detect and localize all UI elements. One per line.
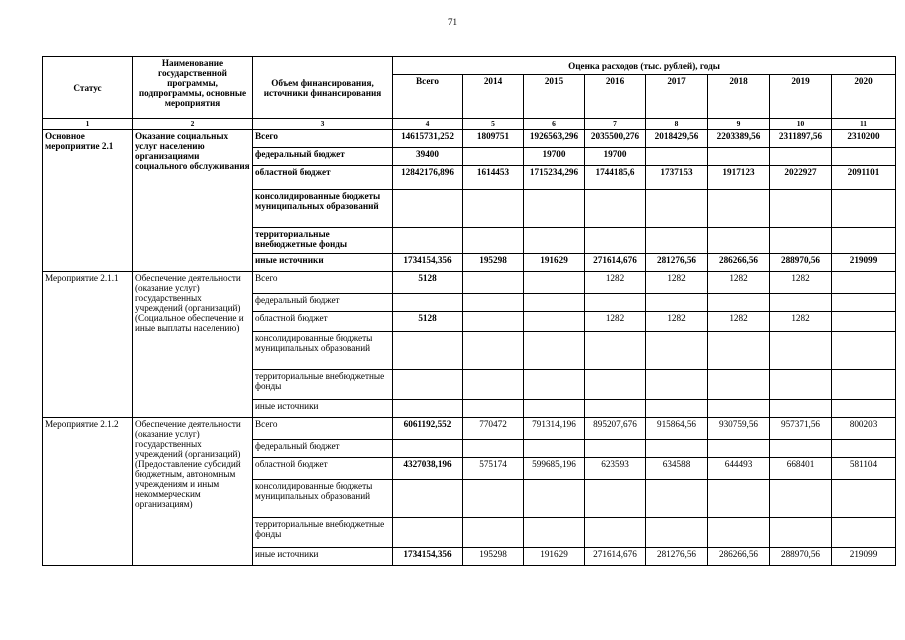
row-year-value: 800203 [832,418,896,440]
row-year-value [708,294,770,312]
row-year-value [708,148,770,166]
column-number: 3 [253,119,393,130]
row-year-value [708,400,770,418]
row-year-value [708,370,770,400]
row-year-value: 195298 [463,254,524,272]
column-number: 10 [770,119,832,130]
row-year-value [646,370,708,400]
row-year-value: 791314,196 [524,418,585,440]
row-year-value [524,518,585,548]
row-year-value: 1614453 [463,166,524,190]
row-year-value: 281276,56 [646,254,708,272]
row-year-value [708,518,770,548]
column-number: 4 [393,119,463,130]
row-year-value [708,190,770,228]
row-year-value [585,400,646,418]
row-year-value [463,400,524,418]
row-year-value [770,332,832,370]
row-total-value [393,518,463,548]
row-year-value [770,294,832,312]
row-year-value [770,440,832,458]
row-total-value: 5128 [393,272,463,294]
row-year-value [585,228,646,254]
header-financing: Объем финансирования, источники финансирования [253,57,393,119]
row-status: Основное мероприятие 2.1 [43,130,133,272]
header-year: 2018 [708,75,770,119]
row-year-value [646,148,708,166]
row-year-value [524,332,585,370]
row-year-value [832,272,896,294]
row-financing-source: консолидированные бюджеты муниципальных образований [253,190,393,228]
row-year-value [524,294,585,312]
row-year-value: 2203389,56 [708,130,770,148]
row-year-value [832,332,896,370]
row-year-value: 1809751 [463,130,524,148]
row-year-value [708,228,770,254]
row-year-value: 1744185,6 [585,166,646,190]
row-status: Мероприятие 2.1.2 [43,418,133,566]
row-year-value: 1926563,296 [524,130,585,148]
table-row [43,272,896,294]
header-year: 2015 [524,75,585,119]
row-year-value [646,190,708,228]
row-year-value: 271614,676 [585,548,646,566]
row-financing-source: областной бюджет [253,312,393,332]
row-total-value [393,400,463,418]
row-year-value: 1917123 [708,166,770,190]
header-status: Статус [43,57,133,119]
row-program-name: Обеспечение деятельности (оказание услуг) государственных учреждений (организаций) (Социальное обеспечение и иные выплаты населению) [133,272,253,418]
row-year-value [463,190,524,228]
row-year-value [463,148,524,166]
row-year-value: 599685,196 [524,458,585,480]
row-year-value [463,294,524,312]
column-number: 11 [832,119,896,130]
row-year-value [463,312,524,332]
row-year-value: 191629 [524,254,585,272]
row-year-value: 1282 [585,272,646,294]
row-status: Мероприятие 2.1.1 [43,272,133,418]
row-year-value [646,332,708,370]
row-year-value [585,294,646,312]
row-financing-source: иные источники [253,400,393,418]
row-year-value: 1282 [770,272,832,294]
row-year-value: 191629 [524,548,585,566]
row-year-value: 957371,56 [770,418,832,440]
row-year-value: 19700 [524,148,585,166]
row-total-value: 12842176,896 [393,166,463,190]
row-total-value [393,480,463,518]
row-total-value: 6061192,552 [393,418,463,440]
row-year-value: 281276,56 [646,548,708,566]
column-number: 1 [43,119,133,130]
row-program-name: Оказание социальных услуг населению организациями социального обслуживания [133,130,253,272]
row-total-value: 14615731,252 [393,130,463,148]
row-year-value: 2022927 [770,166,832,190]
row-year-value [832,228,896,254]
row-year-value: 195298 [463,548,524,566]
row-year-value [646,400,708,418]
row-year-value [585,370,646,400]
row-year-value [463,272,524,294]
row-year-value: 930759,56 [708,418,770,440]
row-year-value [770,518,832,548]
row-financing-source: Всего [253,418,393,440]
row-year-value: 271614,676 [585,254,646,272]
row-total-value: 39400 [393,148,463,166]
row-total-value: 5128 [393,312,463,332]
row-year-value [585,480,646,518]
row-year-value: 575174 [463,458,524,480]
header-row-top [43,57,896,75]
row-year-value [646,440,708,458]
row-year-value: 1282 [646,272,708,294]
column-number: 2 [133,119,253,130]
row-year-value [770,190,832,228]
row-year-value [770,370,832,400]
row-year-value: 286266,56 [708,548,770,566]
row-year-value: 2018429,56 [646,130,708,148]
header-year: 2017 [646,75,708,119]
row-year-value [832,190,896,228]
row-year-value: 1282 [708,312,770,332]
row-year-value: 1282 [708,272,770,294]
row-year-value [524,228,585,254]
row-financing-source: областной бюджет [253,166,393,190]
header-estimate: Оценка расходов (тыс. рублей), годы [393,57,896,75]
row-total-value: 1734154,356 [393,548,463,566]
row-total-value [393,190,463,228]
header-year: 2020 [832,75,896,119]
row-year-value: 644493 [708,458,770,480]
row-financing-source: территориальные внебюджетные фонды [253,228,393,254]
table-row [43,130,896,148]
row-total-value [393,332,463,370]
row-year-value [832,400,896,418]
row-year-value [524,272,585,294]
row-year-value: 219099 [832,254,896,272]
row-financing-source: Всего [253,272,393,294]
row-year-value: 2035500,276 [585,130,646,148]
row-year-value [832,480,896,518]
row-year-value [524,480,585,518]
row-financing-source: консолидированные бюджеты муниципальных образований [253,332,393,370]
header-year: 2019 [770,75,832,119]
row-year-value: 286266,56 [708,254,770,272]
row-year-value: 668401 [770,458,832,480]
row-year-value [708,440,770,458]
row-total-value [393,294,463,312]
row-year-value: 1737153 [646,166,708,190]
row-year-value [708,480,770,518]
header-program-name: Наименование государственной программы, подпрограммы, основные мероприятия [133,57,253,119]
row-year-value [708,332,770,370]
row-financing-source: областной бюджет [253,458,393,480]
row-total-value [393,370,463,400]
row-year-value [463,370,524,400]
row-year-value: 2310200 [832,130,896,148]
row-total-value: 1734154,356 [393,254,463,272]
row-year-value [646,228,708,254]
row-year-value [463,518,524,548]
row-total-value [393,228,463,254]
column-number: 8 [646,119,708,130]
row-year-value [770,400,832,418]
row-year-value [832,294,896,312]
row-year-value [585,440,646,458]
row-financing-source: федеральный бюджет [253,148,393,166]
row-year-value: 1282 [770,312,832,332]
row-year-value: 915864,56 [646,418,708,440]
row-year-value [524,370,585,400]
row-year-value: 288970,56 [770,254,832,272]
column-number-row [43,119,896,130]
header-total: Всего [393,75,463,119]
row-year-value [646,480,708,518]
row-total-value: 4327038,196 [393,458,463,480]
row-year-value [585,190,646,228]
row-year-value [832,312,896,332]
row-year-value: 2091101 [832,166,896,190]
header-year: 2016 [585,75,646,119]
row-year-value [524,190,585,228]
row-year-value [463,332,524,370]
row-year-value [463,440,524,458]
row-year-value: 770472 [463,418,524,440]
row-year-value [463,480,524,518]
row-year-value [524,312,585,332]
row-year-value: 634588 [646,458,708,480]
row-year-value: 1282 [646,312,708,332]
row-total-value [393,440,463,458]
row-financing-source: иные источники [253,254,393,272]
column-number: 7 [585,119,646,130]
budget-table [42,56,896,566]
row-year-value [832,148,896,166]
row-financing-source: консолидированные бюджеты муниципальных образований [253,480,393,518]
row-year-value [832,518,896,548]
row-year-value: 895207,676 [585,418,646,440]
row-financing-source: федеральный бюджет [253,440,393,458]
row-year-value [646,518,708,548]
row-year-value [770,228,832,254]
table-row [43,418,896,440]
row-financing-source: территориальные внебюджетные фонды [253,518,393,548]
row-year-value: 2311897,56 [770,130,832,148]
row-year-value: 581104 [832,458,896,480]
row-year-value [770,148,832,166]
row-year-value [524,440,585,458]
row-year-value: 219099 [832,548,896,566]
row-year-value: 19700 [585,148,646,166]
row-year-value [524,400,585,418]
row-financing-source: иные источники [253,548,393,566]
row-financing-source: территориальные внебюджетные фонды [253,370,393,400]
row-financing-source: федеральный бюджет [253,294,393,312]
column-number: 5 [463,119,524,130]
row-year-value [585,332,646,370]
row-year-value: 1282 [585,312,646,332]
row-year-value [832,370,896,400]
row-year-value [646,294,708,312]
page-number: 71 [448,17,457,27]
row-year-value [832,440,896,458]
row-program-name: Обеспечение деятельности (оказание услуг) государственных учреждений (организаций) (Предоставление субсидий бюджетным, автономным учреждениям и иным некоммерческим организациям) [133,418,253,566]
row-year-value: 288970,56 [770,548,832,566]
column-number: 6 [524,119,585,130]
row-year-value: 623593 [585,458,646,480]
row-year-value: 1715234,296 [524,166,585,190]
row-financing-source: Всего [253,130,393,148]
row-year-value [463,228,524,254]
row-year-value [585,518,646,548]
row-year-value [770,480,832,518]
header-year: 2014 [463,75,524,119]
column-number: 9 [708,119,770,130]
